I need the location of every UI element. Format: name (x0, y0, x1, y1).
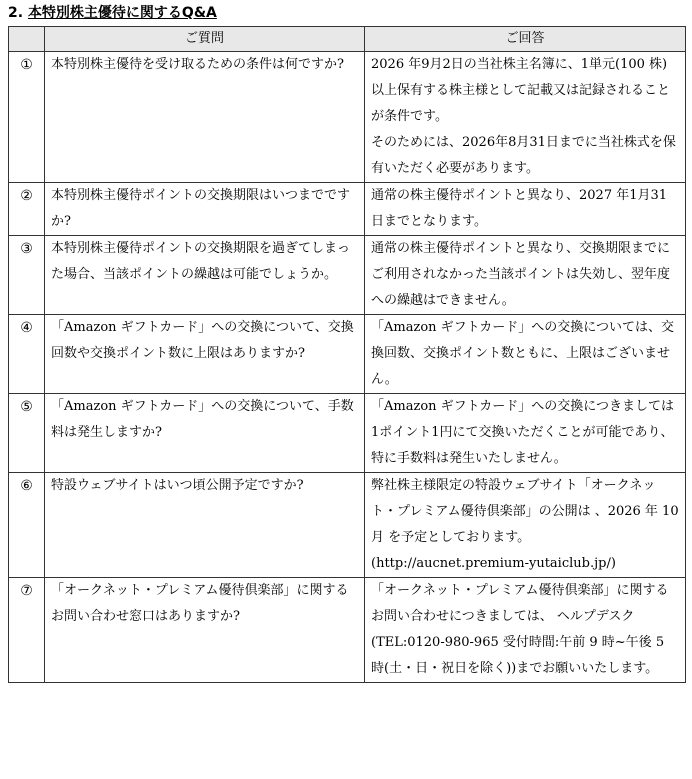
question-cell: 本特別株主優待を受け取るための条件は何ですか? (45, 52, 365, 183)
question-cell: 「オークネット・プレミアム優待倶楽部」に関するお問い合わせ窓口はありますか? (45, 578, 365, 683)
answer-cell (365, 236, 686, 315)
table-row (9, 52, 686, 183)
header-number (9, 27, 45, 52)
row-number: ⑥ (9, 473, 45, 578)
answer-text: 「Amazon ギフトカード」への交換につきましては1ポイント1円にて交換いただくことが可能であり、特に手数料は発生いたしません。 (371, 399, 674, 466)
question-cell: 本特別株主優待ポイントの交換期限を過ぎてしまった場合、当該ポイントの繰越は可能でしょうか。 (45, 236, 365, 315)
header-answer: ご回答 (365, 27, 686, 52)
row-number: ⑦ (9, 578, 45, 683)
table-row (9, 315, 686, 394)
answer-text: 通常の株主優待ポイントと異なり、交換期限までにご利用されなかった当該ポイントは失効し、翌年度への繰越はできません。 (371, 241, 671, 308)
answer-text: 2026 年9月2日の当社株主名簿に、1単元(100 株)以上保有する株主様として記載又は記録されることが条件です。 (371, 57, 671, 124)
answer-cell (365, 315, 686, 394)
row-number: ⑤ (9, 394, 45, 473)
table-row (9, 183, 686, 236)
answer-cell (365, 183, 686, 236)
question-cell: 本特別株主優待ポイントの交換期限はいつまでですか? (45, 183, 365, 236)
section-number: 2. (8, 5, 24, 21)
question-cell: 「Amazon ギフトカード」への交換について、手数料は発生しますか? (45, 394, 365, 473)
table-row (9, 473, 686, 578)
header-question: ご質問 (45, 27, 365, 52)
table-row (9, 394, 686, 473)
row-number: ② (9, 183, 45, 236)
answer-text: 通常の株主優待ポイントと異なり、2027 年1月31日までとなります。 (371, 188, 668, 229)
row-number: ③ (9, 236, 45, 315)
section-heading (8, 4, 217, 22)
qa-table (8, 26, 686, 683)
table-row (9, 578, 686, 683)
row-number: ④ (9, 315, 45, 394)
answer-cell (365, 473, 686, 578)
answer-text: 弊社株主様限定の特設ウェブサイト「オークネット・プレミアム優待倶楽部」の公開は 、2026 年 10 月 を予定としております。(http://aucnet.premium-yutaiclub.jp/) (371, 478, 679, 571)
answer-cell (365, 578, 686, 683)
header-row (9, 27, 686, 52)
section-title: 本特別株主優待に関するQ&A (27, 5, 217, 21)
answer-cell (365, 52, 686, 183)
answer-text: 「Amazon ギフトカード」への交換については、交換回数、交換ポイント数ともに、上限はございません。 (371, 320, 674, 387)
row-number: ① (9, 52, 45, 183)
table-row (9, 236, 686, 315)
answer-text: そのためには、2026年8月31日までに当社株式を保有いただく必要があります。 (371, 135, 676, 176)
question-cell: 特設ウェブサイトはいつ頃公開予定ですか? (45, 473, 365, 578)
question-cell: 「Amazon ギフトカード」への交換について、交換回数や交換ポイント数に上限はありますか? (45, 315, 365, 394)
answer-text: 「オークネット・プレミアム優待倶楽部」に関するお問い合わせにつきましては、 ヘルプデスク(TEL:0120-980-965 受付時間:午前 9 時~午後 5 時(土・日・祝日を除く))までお願いいたします。 (371, 583, 669, 676)
answer-cell (365, 394, 686, 473)
